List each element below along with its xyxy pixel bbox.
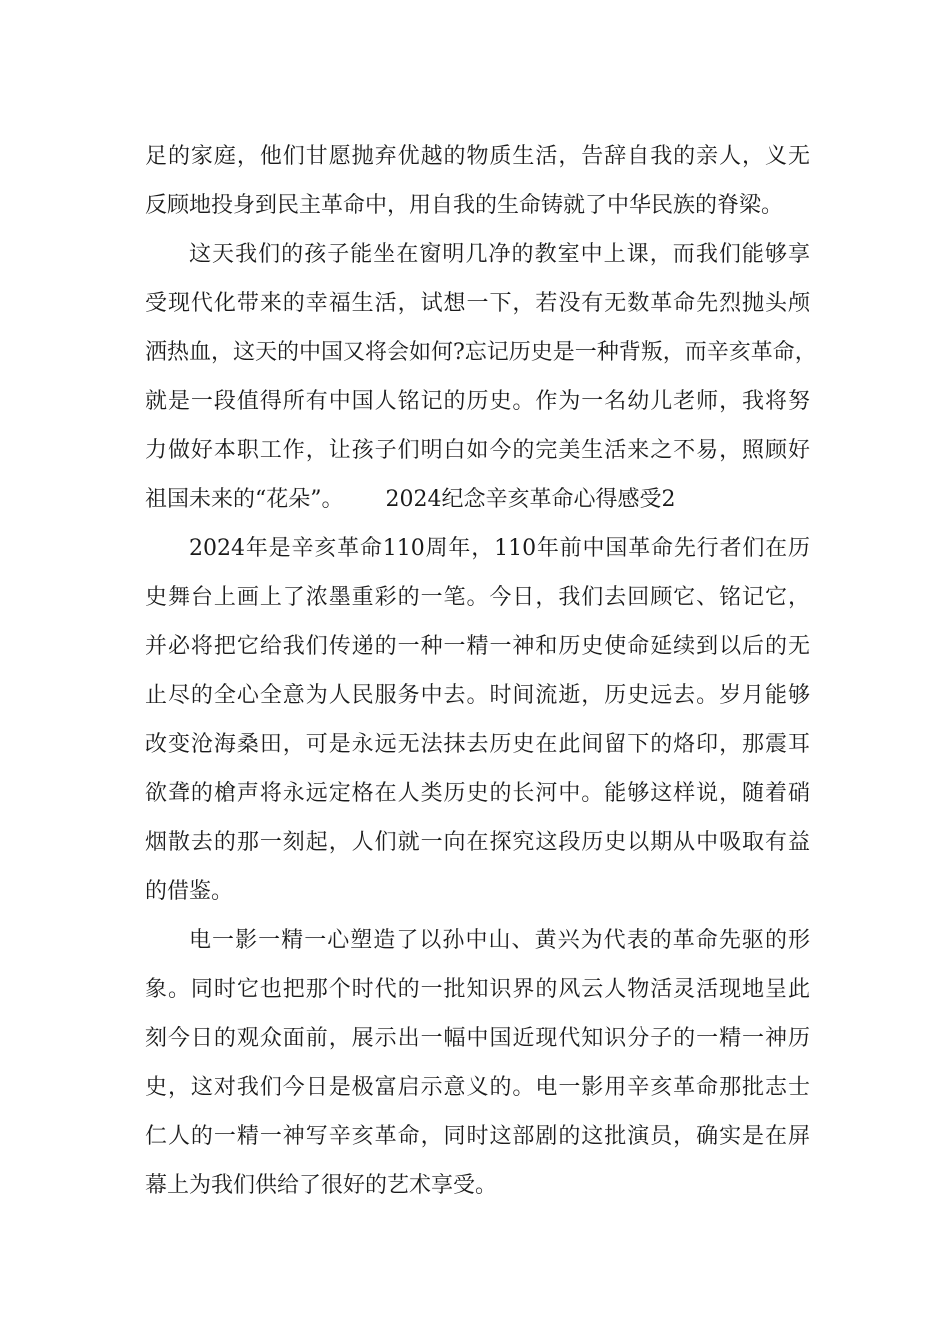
document-body (145, 132, 817, 1210)
text-line: 刻今日的观众面前，展示出一幅中国近现代知识分子的一精一神历 (145, 1026, 810, 1051)
paragraph-4 (145, 916, 810, 1210)
text-line: 烟散去的那一刻起，人们就一向在探究这段历史以期从中吸取有益 (145, 830, 810, 855)
text-line: 象。同时它也把那个时代的一批知识界的风云人物活灵活现地呈此 (145, 977, 810, 1002)
text-line: 欲聋的槍声将永远定格在人类历史的长河中。能够这样说，随着硝 (145, 781, 810, 806)
text-line: 洒热血，这天的中国又将会如何?忘记历史是一种背叛，而辛亥革命， (145, 340, 817, 365)
text-line: 史舞台上画上了浓墨重彩的一笔。今日，我们去回顾它、铭记它， (145, 585, 810, 610)
text-line: 幕上为我们供给了很好的艺术享受。 (145, 1173, 498, 1198)
text-line: 的借鉴。 (145, 879, 234, 904)
text-line: 受现代化带来的幸福生活，试想一下，若没有无数革命先烈抛头颅 (145, 291, 810, 316)
text-line: 2024年是辛亥革命110周年，110年前中国革命先行者们在历 (189, 536, 810, 561)
text-line: 这天我们的孩子能坐在窗明几净的教室中上课，而我们能够享 (189, 242, 810, 267)
text-line: 电一影一精一心塑造了以孙中山、黄兴为代表的革命先驱的形 (189, 928, 810, 953)
text-line: 并必将把它给我们传递的一种一精一神和历史使命延续到以后的无 (145, 634, 810, 659)
paragraph-1 (145, 132, 810, 230)
paragraph-2 (145, 230, 817, 524)
text-line: 仁人的一精一神写辛亥革命，同时这部剧的这批演员，确实是在屏 (145, 1124, 810, 1149)
text-line: 力做好本职工作，让孩子们明白如今的完美生活来之不易，照顾好 (145, 438, 810, 463)
paragraph-3 (145, 524, 810, 916)
text-line: 止尽的全心全意为人民服务中去。时间流逝，历史远去。岁月能够 (145, 683, 810, 708)
text-line: 史，这对我们今日是极富启示意义的。电一影用辛亥革命那批志士 (145, 1075, 810, 1100)
text-line: 就是一段值得所有中国人铭记的历史。作为一名幼儿老师，我将努 (145, 389, 810, 414)
text-line: 祖国未来的“花朵”。 2024纪念辛亥革命心得感受2 (145, 487, 676, 512)
text-line: 改变沧海桑田，可是永远无法抹去历史在此间留下的烙印，那震耳 (145, 732, 810, 757)
text-line: 反顾地投身到民主革命中，用自我的生命铸就了中华民族的脊梁。 (145, 193, 784, 218)
text-line: 足的家庭，他们甘愿抛弃优越的物质生活，告辞自我的亲人，义无 (145, 144, 810, 169)
